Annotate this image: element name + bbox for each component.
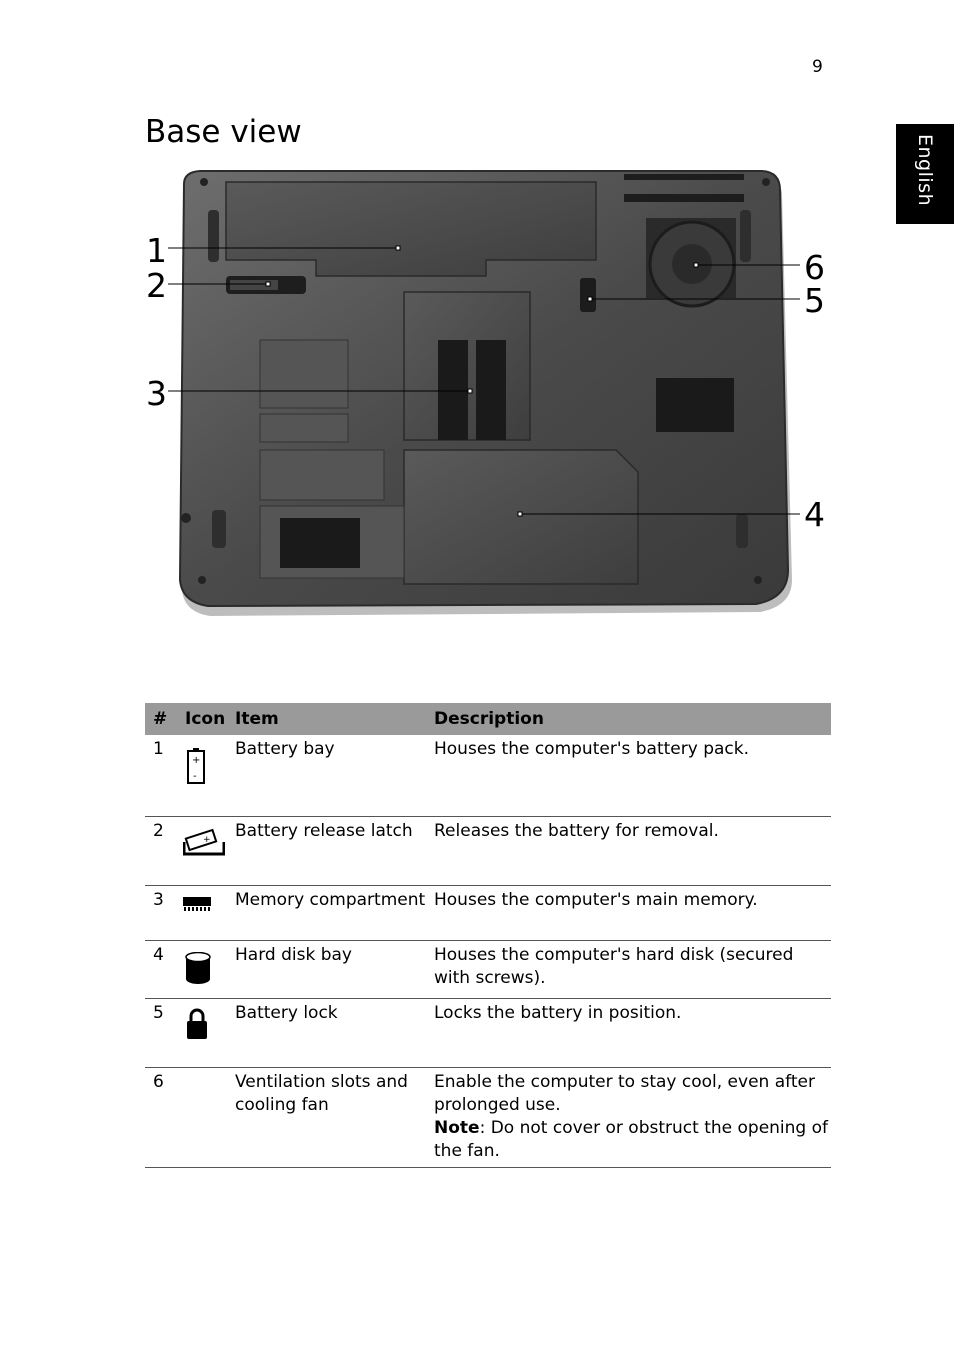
battery-release-latch-icon xyxy=(183,828,227,863)
svg-text:+: + xyxy=(203,834,211,845)
table-row xyxy=(145,735,831,816)
row-item: Battery bay xyxy=(227,735,426,816)
header-icon: Icon xyxy=(177,703,227,735)
row-description: Houses the computer's hard disk (secured with screws). xyxy=(426,940,831,998)
row-num: 6 xyxy=(145,1067,177,1167)
row-description: Locks the battery in position. xyxy=(426,998,831,1067)
callout-2: 2 xyxy=(146,266,167,305)
row-num: 2 xyxy=(145,816,177,885)
row-item: Hard disk bay xyxy=(227,940,426,998)
row-description: Houses the computer's battery pack. xyxy=(426,735,831,816)
laptop-base-illustration xyxy=(140,160,830,630)
base-view-table xyxy=(145,703,831,1168)
header-item: Item xyxy=(227,703,426,735)
row-description: Enable the computer to stay cool, even after prolonged use. xyxy=(434,1071,815,1115)
table-row xyxy=(145,816,831,885)
row-num: 4 xyxy=(145,940,177,998)
row-description: Houses the computer's main memory. xyxy=(426,885,831,940)
row-item: Battery lock xyxy=(227,998,426,1067)
table-row xyxy=(145,1067,831,1167)
row-item: Ventilation slots and cooling fan xyxy=(227,1067,426,1167)
svg-text:+: + xyxy=(192,755,201,766)
callout-6: 6 xyxy=(804,248,825,287)
table-header-row xyxy=(145,703,831,735)
lock-icon xyxy=(185,1008,227,1047)
header-num: # xyxy=(145,703,177,735)
language-tab xyxy=(896,124,954,224)
table-row xyxy=(145,998,831,1067)
page-number: 9 xyxy=(812,57,823,77)
row-description: Releases the battery for removal. xyxy=(426,816,831,885)
callout-3: 3 xyxy=(146,374,167,413)
row-num: 5 xyxy=(145,998,177,1067)
row-num: 1 xyxy=(145,735,177,816)
table-row xyxy=(145,940,831,998)
row-note xyxy=(434,1117,831,1163)
page-title: Base view xyxy=(145,114,302,150)
svg-text:-: - xyxy=(193,771,197,782)
note-text: : Do not cover or obstruct the opening of the fan. xyxy=(434,1117,829,1161)
row-item: Memory compartment xyxy=(227,885,426,940)
memory-icon xyxy=(183,895,227,918)
callout-5: 5 xyxy=(804,281,825,320)
callout-4: 4 xyxy=(804,495,825,534)
note-label: Note xyxy=(434,1117,480,1138)
header-description: Description xyxy=(426,703,831,735)
callout-1: 1 xyxy=(146,231,167,270)
row-item: Battery release latch xyxy=(227,816,426,885)
hard-disk-icon xyxy=(185,952,227,991)
row-num: 3 xyxy=(145,885,177,940)
language-tab-label: English xyxy=(914,134,936,207)
table-row xyxy=(145,885,831,940)
battery-icon xyxy=(187,748,227,791)
